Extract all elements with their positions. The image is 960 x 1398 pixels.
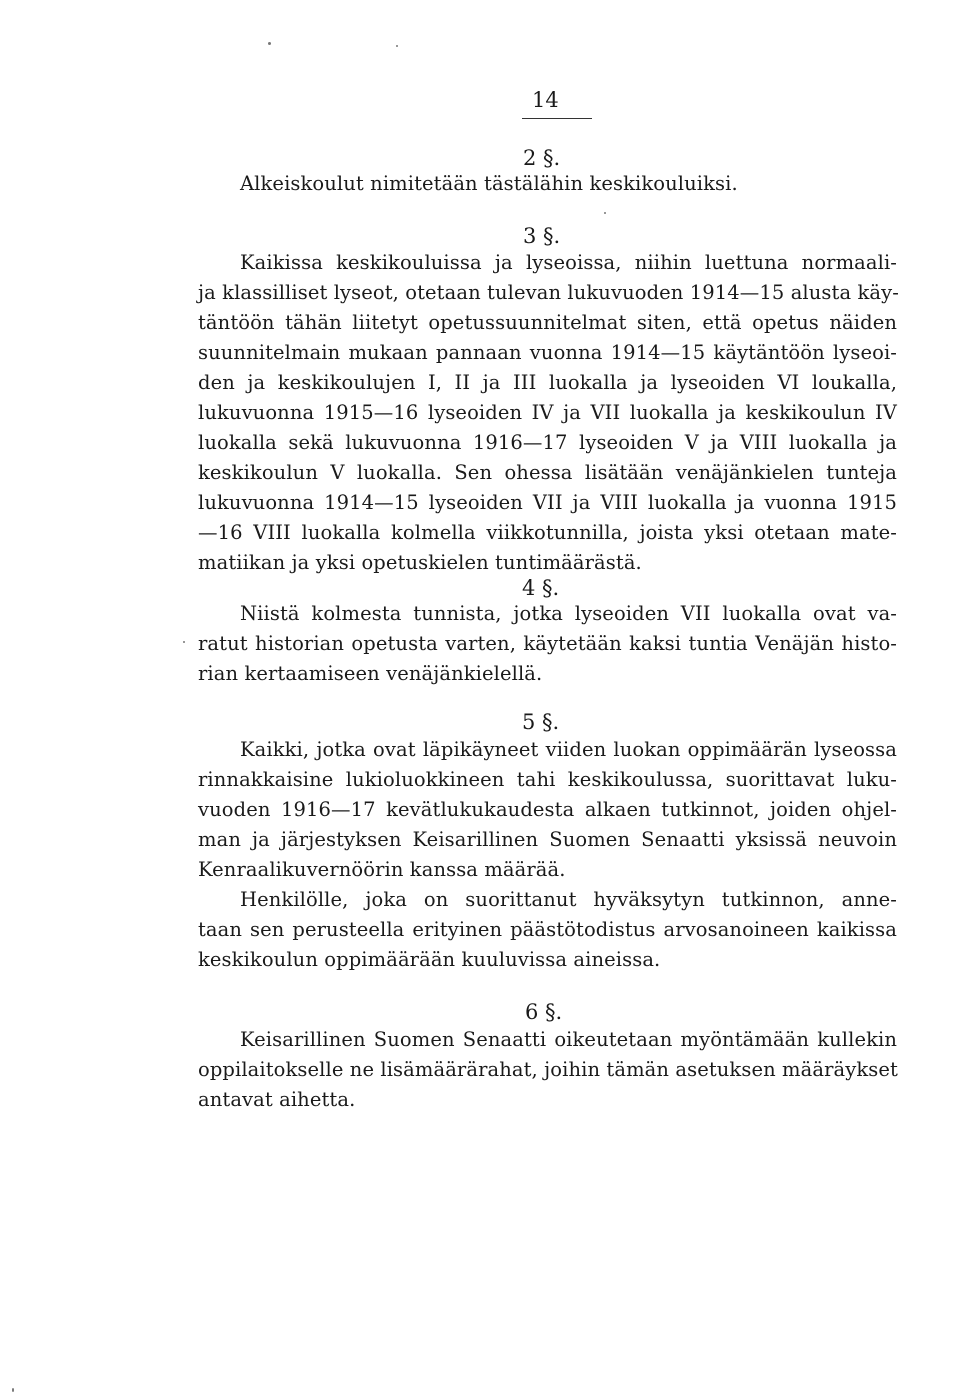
section-3-line: —16 VIII luokalla kolmella viikkotunnilla, joista yksi otetaan mate- [198, 521, 897, 544]
section-2-line: Alkeiskoulut nimitetään tästälähin keskikouluiksi. [240, 172, 738, 195]
section-5-line: vuoden 1916—17 kevätlukukaudesta alkaen tutkinnot, joiden ohjel- [198, 798, 897, 821]
scan-speck [183, 641, 185, 643]
section-3-line: lukuvuonna 1915—16 lyseoiden IV ja VII luokalla ja keskikoulun IV [198, 401, 897, 424]
section-6-line: antavat aihetta. [198, 1088, 356, 1111]
section-5-line: Kaikki, jotka ovat läpikäyneet viiden luokan oppimäärän lyseossa [240, 738, 897, 761]
section-3-line: keskikoulun V luokalla. Sen ohessa lisätään venäjänkielen tunteja [198, 461, 897, 484]
section-heading-5: 5 §. [522, 710, 560, 734]
section-3-line: den ja keskikoulujen I, II ja III luokalla ja lyseoiden VI loukalla, [198, 371, 897, 394]
section-heading-2: 2 §. [523, 146, 561, 170]
section-4-line: rian kertaamiseen venäjänkielellä. [198, 662, 543, 685]
section-5-line: taan sen perusteella erityinen päästötodistus arvosanoineen kaikissa [198, 918, 897, 941]
section-3-line: ja klassilliset lyseot, otetaan tulevan lukuvuoden 1914—15 alusta käy- [198, 281, 899, 304]
section-heading-4: 4 §. [522, 576, 560, 600]
section-5-line: Kenraalikuvernöörin kanssa määrää. [198, 858, 566, 881]
section-3-line: matiikan ja yksi opetuskielen tuntimäärästä. [198, 551, 642, 574]
section-3-line: lukuvuonna 1914—15 lyseoiden VII ja VIII luokalla ja vuonna 1915 [198, 491, 897, 514]
section-heading-3: 3 §. [523, 224, 561, 248]
section-3-line: suunnitelmain mukaan pannaan vuonna 1914—15 käytäntöön lyseoi- [198, 341, 897, 364]
section-3-line: täntöön tähän liitetyt opetussuunnitelmat siten, että opetus näiden [198, 311, 897, 334]
scan-speck [396, 45, 398, 47]
section-3-line: luokalla sekä lukuvuonna 1916—17 lyseoiden V ja VIII luokalla ja [198, 431, 897, 454]
section-3-line: Kaikissa keskikouluissa ja lyseoissa, niihin luettuna normaali- [240, 251, 897, 274]
page-number-rule [522, 118, 592, 119]
section-6-line: Keisarillinen Suomen Senaatti oikeutetaan myöntämään kullekin [240, 1028, 897, 1051]
section-4-line: Niistä kolmesta tunnista, jotka lyseoiden VII luokalla ovat va- [240, 602, 897, 625]
section-heading-6: 6 §. [525, 1000, 563, 1024]
section-5-line: keskikoulun oppimäärään kuuluvissa aineissa. [198, 948, 661, 971]
scan-speck [268, 42, 271, 45]
page-number: 14 [532, 88, 559, 112]
section-4-line: ratut historian opetusta varten, käytetään kaksi tuntia Venäjän histo- [198, 632, 897, 655]
scan-speck [604, 212, 606, 214]
section-6-line: oppilaitokselle ne lisämäärärahat, joihin tämän asetuksen määräykset [198, 1058, 898, 1081]
section-5-line: Henkilölle, joka on suorittanut hyväksytyn tutkinnon, anne- [240, 888, 897, 911]
section-5-line: man ja järjestyksen Keisarillinen Suomen Senaatti yksissä neuvoin [198, 828, 897, 851]
section-5-line: rinnakkaisine lukioluokkineen tahi keskikoulussa, suorittavat luku- [198, 768, 897, 791]
scan-speck [12, 1388, 14, 1392]
